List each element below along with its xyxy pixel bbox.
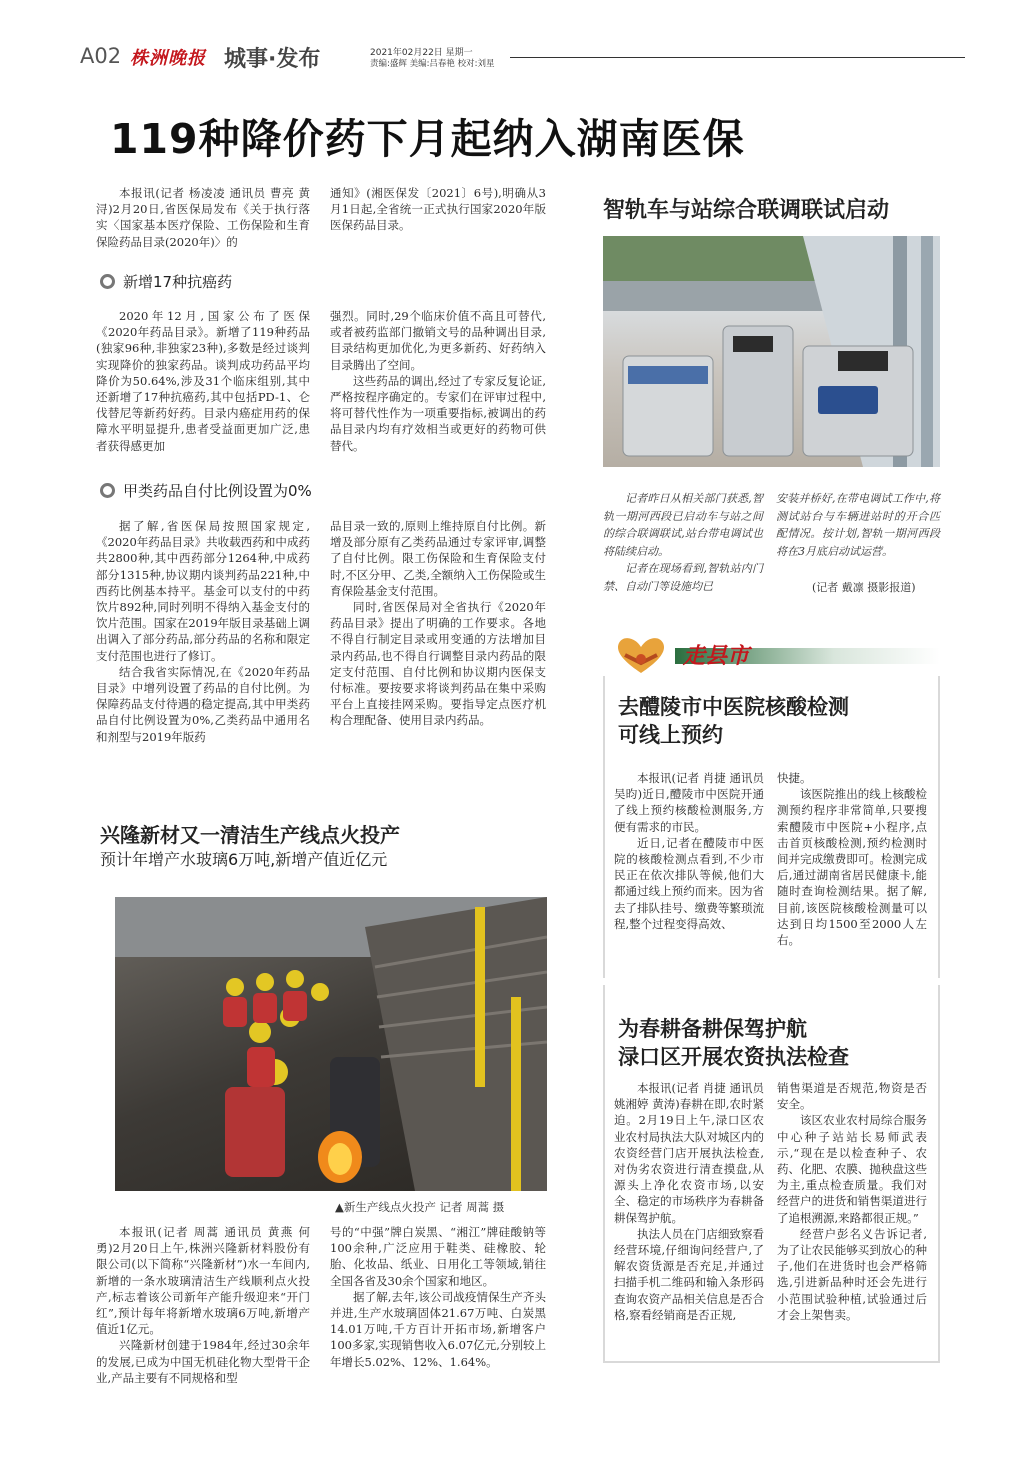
sub1-left-text: 2020年12月,国家公布了医保《2020年药品目录》。新增了119种药品(独家96种,非独家23种),多数是经过谈判实现降价的独家药品。谈判成功药品平均降价为50.64%,涉及31个临床组别,其中还新增了17种抗癌药,其中包括PD-1、仑伐替尼等新药好药。目录内癌症用药的保障水平明显提升,患者受益面更加广泛,患者获得感更加	[96, 309, 310, 453]
liling-headline-1: 去醴陵市中医院核酸检测	[618, 695, 849, 719]
liling-left	[614, 770, 764, 932]
rail-caption-left	[603, 490, 763, 595]
county-banner	[603, 631, 940, 679]
rail-caption-left-p1: 记者昨日从相关部门获悉,智轨一期河西段已启动车与站之间的综合联调联试,站台带电调试也将陆续启动。	[603, 492, 763, 558]
lukou-right-p1: 销售渠道是否规范,物资是否安全。	[777, 1081, 927, 1112]
sub1-right	[330, 308, 546, 454]
newspaper-logo: 株洲晚报	[130, 48, 206, 69]
subhead-1	[100, 271, 232, 292]
lukou-right-p3: 经营户彭名义告诉记者,为了让农民能够买到放心的种子,他们在进货时也会严格筛选,引进新品种时还会先进行小范围试验种植,试验通过后才会上架售卖。	[777, 1226, 927, 1322]
bullet-circle-icon	[100, 274, 115, 289]
lukou-right-p2: 该区农业农村局综合服务中心种子站站长易师武表示,“现在是以检查种子、农药、化肥、农膜、抛秧盘这些为主,重点检查质量。我们对经营户的进货和销售渠道进行了追根溯源,来路都很正规。”	[777, 1113, 927, 1225]
sub1-right-p2: 这些药品的调出,经过了专家反复论证,严格按程序确定的。专家们在评审过程中,将可替代性作为一项重要指标,被调出的药品目录内均有疗效相当或更好的药物可供替代。	[330, 373, 546, 453]
issue-date: 2021年02月22日 星期一	[370, 48, 473, 58]
xinglong-subheadline: 预计年增产水玻璃6万吨,新增产值近亿元	[100, 850, 388, 869]
subhead-1-text: 新增17种抗癌药	[123, 273, 233, 291]
subhead-2	[100, 480, 312, 501]
sub2-right-p2: 同时,省医保局对全省执行《2020年药品目录》提出了明确的工作要求。各地不得自行制定目录或用变通的方法增加目录内药品,也不得自行调整目录内药品的限定支付范围、自付比例和协议期内医保支付标准。要按要求将谈判药品在集中采购平台上直接挂网采购。要指导定点医疗机构合理配备、使用目录内药品。	[330, 600, 546, 728]
editor-credits: 责编:盛辉 美编:吕春艳 校对:刘星	[370, 59, 495, 69]
liling-right	[777, 770, 927, 948]
rail-caption-right	[776, 490, 940, 560]
lukou-left	[614, 1080, 764, 1323]
station-gates-drawing	[603, 236, 940, 467]
xinglong-right	[330, 1224, 546, 1370]
page-number: A02	[80, 44, 122, 68]
liling-headline-2: 可线上预约	[618, 723, 723, 747]
lukou-headline-1: 为春耕备耕保驾护航	[618, 1017, 807, 1041]
sub2-right-p1: 品目录一致的,原则上维持原自付比例。新增及部分原有乙类药品通过专家评审,调整了自付比例。限工伤保险和生育保险支付时,不区分甲、乙类,全额纳入工伤保险或生育保险基金支付范围。	[330, 519, 546, 598]
xinglong-photo-caption: ▲新生产线点火投产 记者 周蒿 摄	[335, 1200, 505, 1214]
sub1-left	[96, 308, 310, 454]
sub2-left-p1: 据了解,省医保局按照国家规定,《2020年药品目录》共收载西药和中成药共2800种,其中西药部分1264种,中成药部分1315种,协议期内谈判药品221种,中西药比例基本持平。基金可以支付的中药饮片892种,同时列明不得纳入基金支付的饮片范围。国家在2019年版目录基础上调出调入了部分药品,部分药品的名称和限定支付范围也进行了修订。	[96, 519, 310, 663]
sub2-left	[96, 518, 310, 745]
county-banner-label: 走县市	[683, 644, 750, 669]
xinglong-left	[96, 1224, 310, 1386]
xinglong-right-p2: 据了解,去年,该公司战疫情保生产齐头并进,生产水玻璃固体21.67万吨、白炭黑14.01万吨,千方百计开拓市场,新增客户100多家,实现销售收入6.07亿元,分别较上年增长5.02%、12%、1.64%。	[330, 1289, 546, 1369]
xinglong-left-p2: 兴隆新材创建于1984年,经过30余年的发展,已成为中国无机硅化物大型骨干企业,产品主要有不同规格和型	[96, 1338, 310, 1385]
xinglong-right-p1: 号的“中强”牌白炭黑、“湘江”牌硅酸钠等100余种,广泛应用于鞋类、硅橡胶、轮胎、化妆品、纸业、日用化工等领域,销往全国各省及30余个国家和地区。	[330, 1225, 546, 1288]
intro-right	[330, 185, 546, 234]
main-headline: 119种降价药下月起纳入湖南医保	[110, 115, 745, 163]
rail-caption-right-text: 安装并桥好,在带电调试工作中,将测试站台与车辆进站时的开合匹配情况。按计划,智轨一期河西段将在3月底启动试运营。	[776, 492, 940, 558]
lukou-left-p1: 本报讯(记者 肖捷 通讯员 姚湘婷 黄涛)春耕在即,农时紧迫。2月19日上午,渌口区农业农村局执法大队对城区内的农资经营门店开展执法检查,对伪劣农资进行清查摸盘,从源头上净化农资市场,以安全、稳定的市场秩序为春耕备耕保驾护航。	[614, 1081, 764, 1225]
lukou-left-p2: 执法人员在门店细致察看经营环境,仔细询问经营户,了解农资货源是否充足,并通过扫描手机二维码和输入条形码查询农资产品相关信息是否合格,察看经销商是否正规,	[614, 1226, 764, 1322]
sub2-right	[330, 518, 546, 729]
subhead-2-text: 甲类药品自付比例设置为0%	[123, 482, 312, 500]
sub2-left-p2: 结合我省实际情况,在《2020年药品目录》中增列设置了药品的自付比例。为保障药品支付待遇的稳定提高,其中甲类药品自付比例设置为0%,乙类药品中通用名和剂型与2019年版药	[96, 664, 310, 744]
liling-right-p2: 该医院推出的线上核酸检测预约程序非常简单,只要搜索醴陵市中医院+小程序,点击首页核酸检测,预约检测时间并完成缴费即可。检测完成后,通过湖南省居民健康卡,能随时查询检测结果。据了解,目前,该医院核酸检测量可以达到日均1500至2000人左右。	[777, 787, 927, 948]
rail-caption-left-p2: 记者在现场看到,智轨站内门禁、自动门等设施均已	[603, 562, 763, 593]
xinglong-left-p1: 本报讯(记者 周蒿 通讯员 黄燕 何勇)2月20日上午,株洲兴隆新材料股份有限公司(以下简称“兴隆新材”)水一车间内,新增的一条水玻璃清洁生产线顺利点火投产,标志着该公司新年产能升级迎来“开门红”,预计每年将新增水玻璃6万吨,新增产值近1亿元。	[96, 1225, 310, 1337]
rail-photo-credit: (记者 戴凛 摄影报道)	[812, 581, 916, 594]
furnace-ignition-drawing	[115, 897, 547, 1191]
intro-left-text: 本报讯(记者 杨凌凌 通讯员 曹亮 黄浔)2月20日,省医保局发布《关于执行落实〈国家基本医疗保险、工伤保险和生育保险药品目录(2020年)〉的	[96, 186, 310, 249]
xinglong-headline: 兴隆新材又一清洁生产线点火投产	[100, 823, 400, 847]
liling-left-p2: 近日,记者在醴陵市中医院的核酸检测点看到,不少市民正在依次排队等候,他们大都通过线上预约而来。因为省去了排队挂号、缴费等繁琐流程,整个过程变得高效、	[614, 835, 764, 931]
header-rule	[510, 57, 965, 58]
section-title: 城事·发布	[224, 47, 321, 72]
intro-left	[96, 185, 310, 250]
lukou-right	[777, 1080, 927, 1323]
sub1-right-p1: 强烈。同时,29个临床价值不高且可替代,或者被药监部门撤销文号的品种调出目录,目录结构更加优化,为更多新药、好药纳入目录腾出了空间。	[330, 309, 546, 372]
furnace-ignition-photo	[115, 897, 547, 1191]
handshake-icon	[613, 633, 669, 681]
intro-right-text: 通知》(湘医保发〔2021〕6号),明确从3月1日起,全省统一正式执行国家2020年版医保药品目录。	[330, 186, 546, 233]
station-gates-photo	[603, 236, 940, 467]
liling-right-p1: 快捷。	[777, 771, 812, 785]
bullet-circle-icon	[100, 483, 115, 498]
lukou-headline-2: 渌口区开展农资执法检查	[618, 1045, 849, 1069]
liling-left-p1: 本报讯(记者 肖捷 通讯员 吴昀)近日,醴陵市中医院开通了线上预约核酸检测服务,方便有需求的市民。	[614, 771, 764, 834]
rail-headline: 智轨车与站综合联调联试启动	[603, 197, 890, 223]
